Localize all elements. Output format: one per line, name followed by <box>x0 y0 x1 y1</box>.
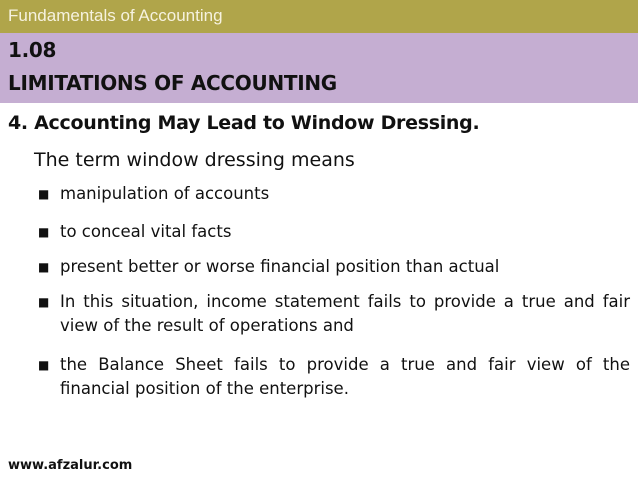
list-item <box>38 220 630 244</box>
list-item <box>38 255 630 279</box>
section-heading: LIMITATIONS OF ACCOUNTING <box>8 71 337 95</box>
website-link[interactable]: www.afzalur.com <box>8 458 133 473</box>
bullet-text: the Balance Sheet fails to provide a true and fair view of the financial position of the enterprise. <box>60 355 630 398</box>
square-bullet-icon: ■ <box>38 358 50 372</box>
header-bar <box>0 0 638 33</box>
square-bullet-icon: ■ <box>38 187 50 201</box>
bullet-text: In this situation, income statement fails to provide a true and fair view of the result of operations and <box>60 292 630 335</box>
section-bar <box>0 33 638 103</box>
point-title: 4. Accounting May Lead to Window Dressing. <box>8 112 480 134</box>
bullet-text: manipulation of accounts <box>60 184 270 203</box>
course-title: Fundamentals of Accounting <box>8 6 223 25</box>
bullet-text: present better or worse financial position than actual <box>60 257 500 276</box>
list-item <box>38 353 630 401</box>
list-item <box>38 182 630 206</box>
square-bullet-icon: ■ <box>38 225 50 239</box>
square-bullet-icon: ■ <box>38 295 50 309</box>
square-bullet-icon: ■ <box>38 260 50 274</box>
list-item <box>38 290 630 338</box>
intro-text: The term window dressing means <box>34 149 355 171</box>
bullet-text: to conceal vital facts <box>60 222 232 241</box>
section-number: 1.08 <box>8 38 57 62</box>
